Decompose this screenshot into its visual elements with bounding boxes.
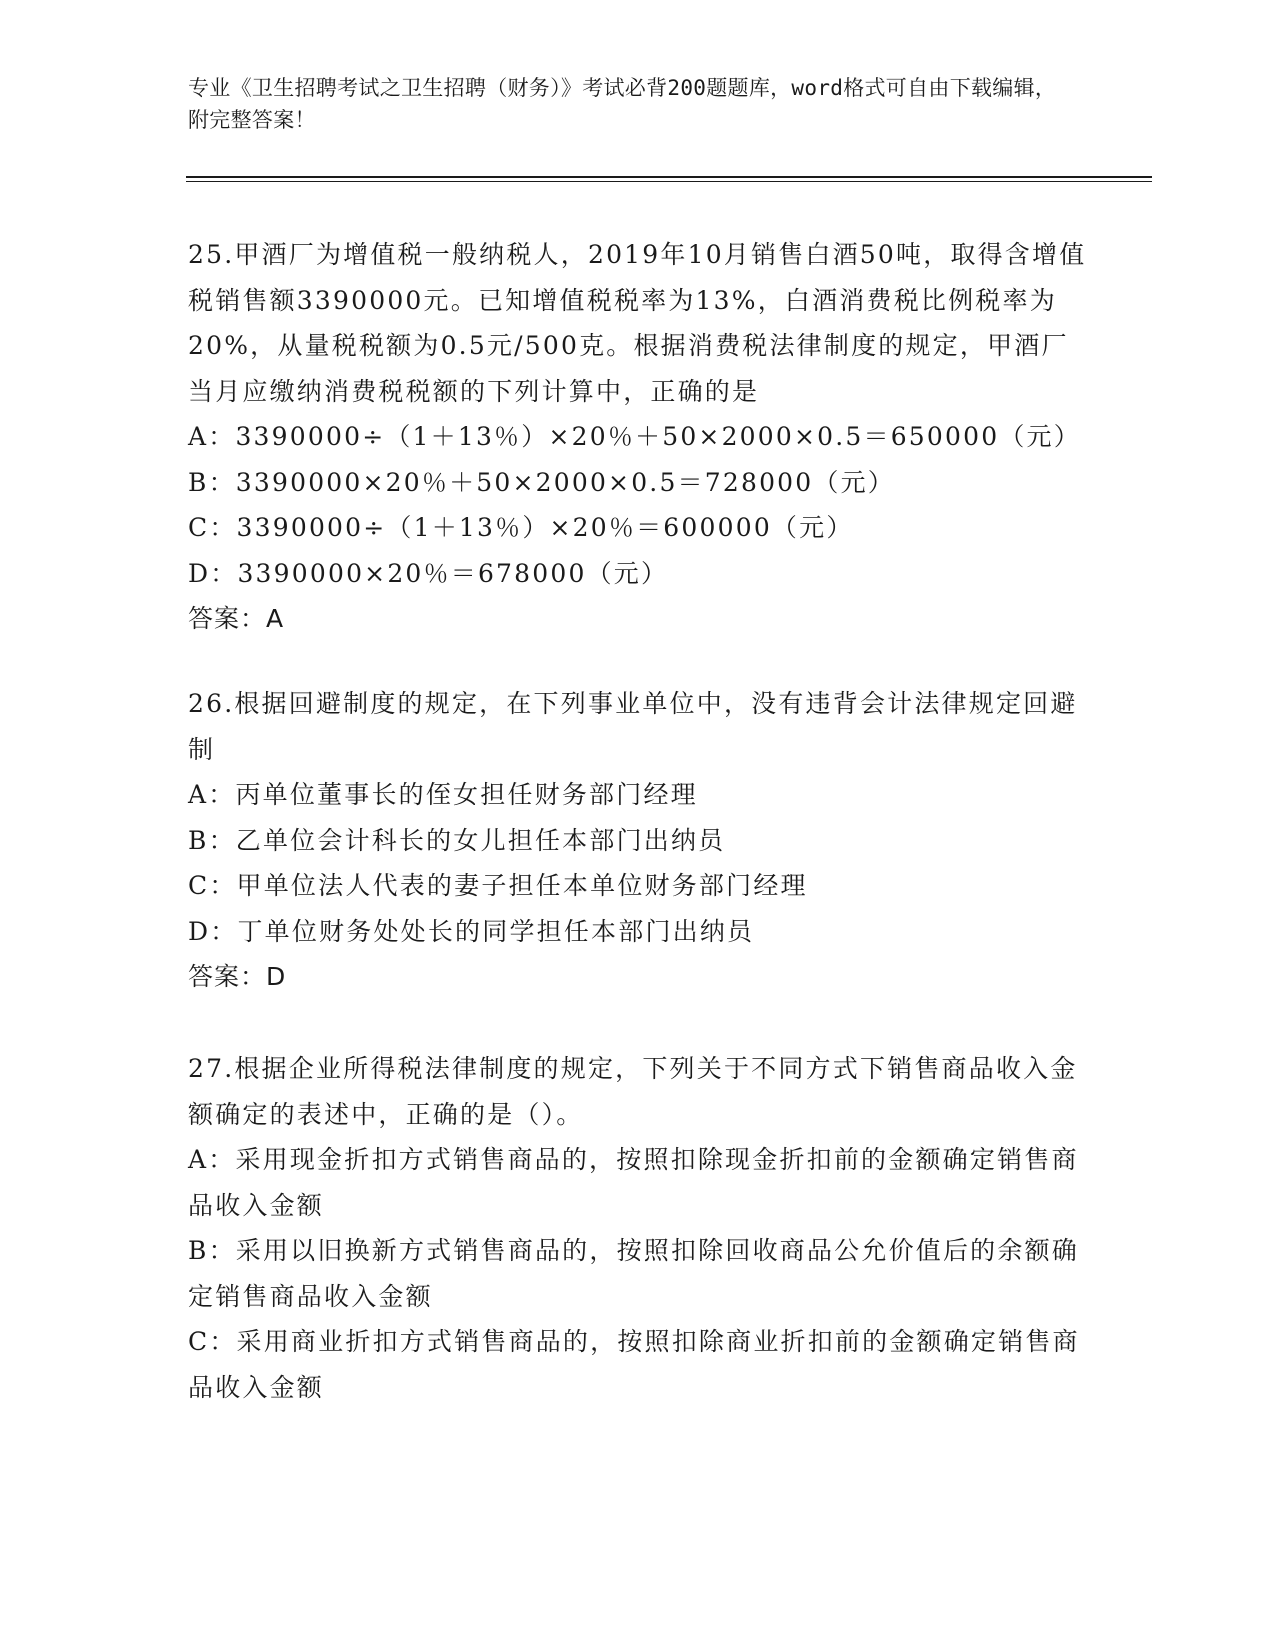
answer-line: 答案：A [188,604,285,633]
question-26 [188,681,1088,1000]
document-header: 专业《卫生招聘考试之卫生招聘（财务）》考试必背200题题库，word格式可自由下载编辑，附完整答案！ [188,76,1057,132]
option-c: C：3390000÷（1＋13％）×20％＝600000（元） [188,513,854,542]
option-b: B：采用以旧换新方式销售商品的，按照扣除回收商品公允价值后的余额确定销售商品收入金额 [188,1236,1079,1311]
question-25 [188,232,1088,642]
option-a: A：3390000÷（1＋13％）×20％＋50×2000×0.5＝650000（元） [188,422,1081,451]
question-stem: 26.根据回避制度的规定，在下列事业单位中，没有违背会计法律规定回避制 [188,689,1078,764]
option-a: A：采用现金折扣方式销售商品的，按照扣除现金折扣前的金额确定销售商品收入金额 [188,1145,1079,1220]
option-b: B：乙单位会计科长的女儿担任本部门出纳员 [188,825,726,855]
option-c: C：甲单位法人代表的妻子担任本单位财务部门经理 [188,871,808,900]
question-stem: 25.甲酒厂为增值税一般纳税人，2019年10月销售白酒50吨，取得含增值税销售额3390000元。已知增值税税率为13%，白酒消费税比例税率为20%，从量税税额为0.5元/500克。根据消费税法律制度的规定，甲酒厂当月应缴纳消费税税额的下列计算中，正确的是 [188,240,1087,406]
option-b: B：3390000×20％＋50×2000×0.5＝728000（元） [188,467,895,497]
option-d: D：丁单位财务处处长的同学担任本部门出纳员 [188,916,755,946]
answer-line: 答案：D [188,962,287,991]
question-stem: 27.根据企业所得税法律制度的规定，下列关于不同方式下销售商品收入金额确定的表述中，正确的是（）。 [188,1054,1078,1129]
header-divider-thin [186,181,1152,182]
option-d: D：3390000×20％＝678000（元） [188,558,669,588]
question-27 [188,1046,1088,1410]
header-divider [186,176,1152,178]
option-a: A：丙单位董事长的侄女担任财务部门经理 [188,780,698,809]
option-c: C：采用商业折扣方式销售商品的，按照扣除商业折扣前的金额确定销售商品收入金额 [188,1327,1080,1402]
